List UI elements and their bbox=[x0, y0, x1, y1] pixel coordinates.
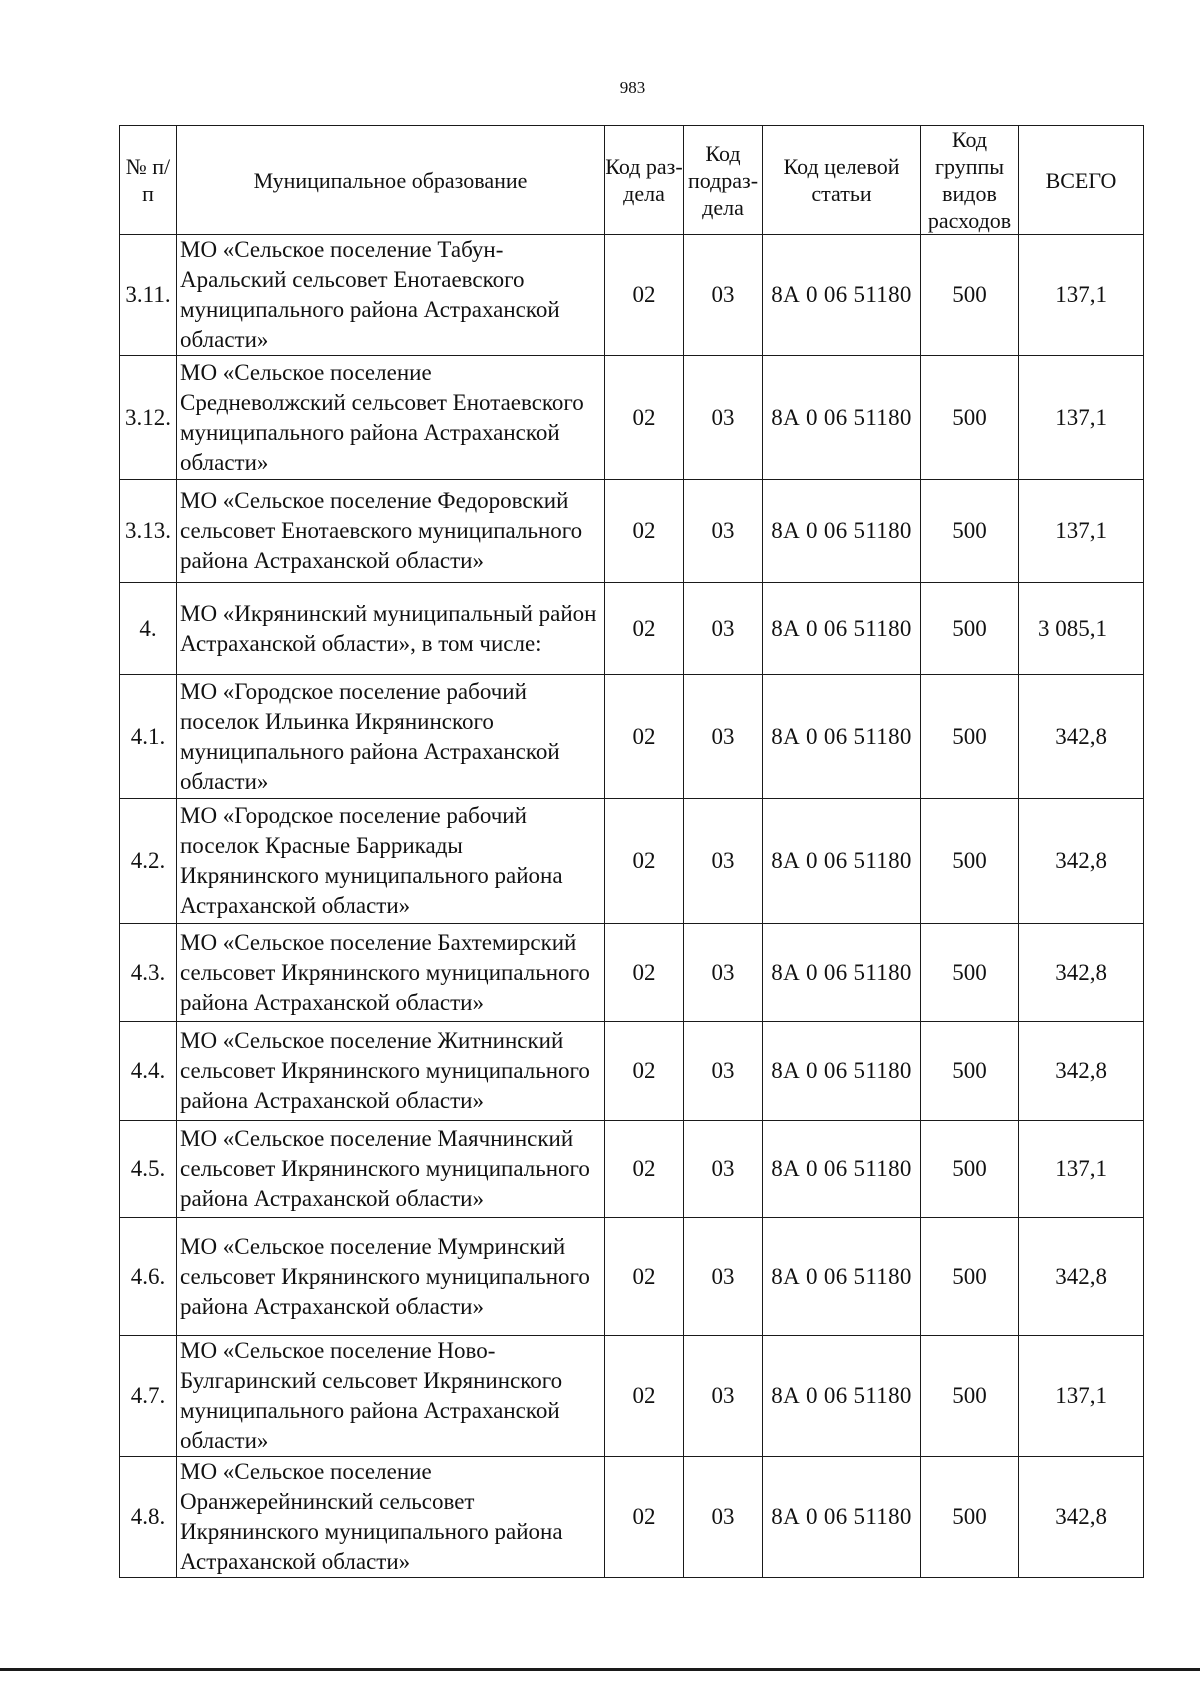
table-row bbox=[120, 1218, 1144, 1336]
table-header-row bbox=[120, 126, 1144, 235]
subsection-code: 03 bbox=[684, 799, 763, 924]
subsection-code: 03 bbox=[684, 1121, 763, 1218]
target-article-code: 8А 0 06 51180 bbox=[763, 924, 921, 1022]
subsection-code: 03 bbox=[684, 356, 763, 480]
header-target: Код целевой статьи bbox=[763, 126, 921, 235]
expense-group-code: 500 bbox=[921, 1022, 1019, 1121]
target-article-code: 8А 0 06 51180 bbox=[763, 1121, 921, 1218]
target-article-code: 8А 0 06 51180 bbox=[763, 583, 921, 675]
subsection-code: 03 bbox=[684, 1457, 763, 1578]
row-number: 3.13. bbox=[120, 480, 177, 583]
header-name: Муниципальное образование bbox=[177, 126, 605, 235]
expense-group-code: 500 bbox=[921, 799, 1019, 924]
target-article-code: 8А 0 06 51180 bbox=[763, 1218, 921, 1336]
table-row bbox=[120, 480, 1144, 583]
municipality-name: МО «Икрянинский муниципальный район Астраханской области», в том числе: bbox=[177, 583, 605, 675]
municipality-name: МО «Городское поселение рабочий поселок Красные Баррикады Икрянинского муниципального района Астраханской области» bbox=[177, 799, 605, 924]
total-amount: 137,1 bbox=[1019, 1121, 1144, 1218]
expense-group-code: 500 bbox=[921, 1218, 1019, 1336]
row-number: 4.7. bbox=[120, 1336, 177, 1457]
target-article-code: 8А 0 06 51180 bbox=[763, 799, 921, 924]
total-amount: 137,1 bbox=[1019, 356, 1144, 480]
header-num: № п/п bbox=[120, 126, 177, 235]
expense-group-code: 500 bbox=[921, 356, 1019, 480]
total-amount: 342,8 bbox=[1019, 1457, 1144, 1578]
table-row bbox=[120, 1121, 1144, 1218]
section-code: 02 bbox=[605, 799, 684, 924]
row-number: 3.12. bbox=[120, 356, 177, 480]
table-body bbox=[120, 235, 1144, 1578]
section-code: 02 bbox=[605, 1022, 684, 1121]
expense-group-code: 500 bbox=[921, 1121, 1019, 1218]
expense-group-code: 500 bbox=[921, 1336, 1019, 1457]
expense-group-code: 500 bbox=[921, 480, 1019, 583]
total-amount: 137,1 bbox=[1019, 235, 1144, 356]
section-code: 02 bbox=[605, 1336, 684, 1457]
header-expense-group: Код группы видов расходов bbox=[921, 126, 1019, 235]
row-number: 3.11. bbox=[120, 235, 177, 356]
page-number: 983 bbox=[619, 78, 646, 97]
table-row bbox=[120, 1022, 1144, 1121]
header-section: Код раз-дела bbox=[605, 126, 684, 235]
subsection-code: 03 bbox=[684, 235, 763, 356]
total-amount: 3 085,1 bbox=[1019, 583, 1144, 675]
municipality-name: МО «Городское поселение рабочий поселок Ильинка Икрянинского муниципального района Астраханской области» bbox=[177, 675, 605, 799]
municipality-name: МО «Сельское поселение Оранжерейнинский сельсовет Икрянинского муниципального района Астраханской области» bbox=[177, 1457, 605, 1578]
total-amount: 342,8 bbox=[1019, 675, 1144, 799]
table-row bbox=[120, 235, 1144, 356]
section-code: 02 bbox=[605, 480, 684, 583]
municipality-name: МО «Сельское поселение Средневолжский сельсовет Енотаевского муниципального района Астраханской области» bbox=[177, 356, 605, 480]
expense-group-code: 500 bbox=[921, 675, 1019, 799]
footer-divider bbox=[0, 1668, 1200, 1671]
section-code: 02 bbox=[605, 1121, 684, 1218]
municipality-name: МО «Сельское поселение Мумринский сельсовет Икрянинского муниципального района Астраханской области» bbox=[177, 1218, 605, 1336]
section-code: 02 bbox=[605, 1218, 684, 1336]
expense-group-code: 500 bbox=[921, 235, 1019, 356]
total-amount: 342,8 bbox=[1019, 1218, 1144, 1336]
target-article-code: 8А 0 06 51180 bbox=[763, 356, 921, 480]
subsection-code: 03 bbox=[684, 1218, 763, 1336]
target-article-code: 8А 0 06 51180 bbox=[763, 1457, 921, 1578]
total-amount: 342,8 bbox=[1019, 924, 1144, 1022]
subsection-code: 03 bbox=[684, 583, 763, 675]
row-number: 4.3. bbox=[120, 924, 177, 1022]
target-article-code: 8А 0 06 51180 bbox=[763, 1022, 921, 1121]
expense-group-code: 500 bbox=[921, 1457, 1019, 1578]
row-number: 4.6. bbox=[120, 1218, 177, 1336]
total-amount: 342,8 bbox=[1019, 1022, 1144, 1121]
target-article-code: 8А 0 06 51180 bbox=[763, 1336, 921, 1457]
section-code: 02 bbox=[605, 356, 684, 480]
header-total: ВСЕГО bbox=[1019, 126, 1144, 235]
subsection-code: 03 bbox=[684, 675, 763, 799]
expense-group-code: 500 bbox=[921, 583, 1019, 675]
row-number: 4.8. bbox=[120, 1457, 177, 1578]
subsection-code: 03 bbox=[684, 1022, 763, 1121]
budget-table bbox=[119, 125, 1144, 1578]
header-subsection: Код подраз-дела bbox=[684, 126, 763, 235]
target-article-code: 8А 0 06 51180 bbox=[763, 235, 921, 356]
table-row bbox=[120, 1336, 1144, 1457]
row-number: 4.1. bbox=[120, 675, 177, 799]
section-code: 02 bbox=[605, 1457, 684, 1578]
expense-group-code: 500 bbox=[921, 924, 1019, 1022]
total-amount: 137,1 bbox=[1019, 1336, 1144, 1457]
table-row bbox=[120, 356, 1144, 480]
section-code: 02 bbox=[605, 583, 684, 675]
section-code: 02 bbox=[605, 924, 684, 1022]
section-code: 02 bbox=[605, 235, 684, 356]
subsection-code: 03 bbox=[684, 924, 763, 1022]
row-number: 4.4. bbox=[120, 1022, 177, 1121]
table-row bbox=[120, 675, 1144, 799]
table-row bbox=[120, 799, 1144, 924]
total-amount: 342,8 bbox=[1019, 799, 1144, 924]
row-number: 4.5. bbox=[120, 1121, 177, 1218]
section-code: 02 bbox=[605, 675, 684, 799]
municipality-name: МО «Сельское поселение Маячнинский сельсовет Икрянинского муниципального района Астраханской области» bbox=[177, 1121, 605, 1218]
municipality-name: МО «Сельское поселение Федоровский сельсовет Енотаевского муниципального района Астраханской области» bbox=[177, 480, 605, 583]
target-article-code: 8А 0 06 51180 bbox=[763, 480, 921, 583]
municipality-name: МО «Сельское поселение Ново-Булгаринский сельсовет Икрянинского муниципального района Астраханской области» bbox=[177, 1336, 605, 1457]
target-article-code: 8А 0 06 51180 bbox=[763, 675, 921, 799]
table-row bbox=[120, 583, 1144, 675]
row-number: 4. bbox=[120, 583, 177, 675]
municipality-name: МО «Сельское поселение Бахтемирский сельсовет Икрянинского муниципального района Астраханской области» bbox=[177, 924, 605, 1022]
row-number: 4.2. bbox=[120, 799, 177, 924]
total-amount: 137,1 bbox=[1019, 480, 1144, 583]
subsection-code: 03 bbox=[684, 480, 763, 583]
municipality-name: МО «Сельское поселение Табун-Аральский сельсовет Енотаевского муниципального района Астраханской области» bbox=[177, 235, 605, 356]
municipality-name: МО «Сельское поселение Житнинский сельсовет Икрянинского муниципального района Астраханской области» bbox=[177, 1022, 605, 1121]
subsection-code: 03 bbox=[684, 1336, 763, 1457]
table-row bbox=[120, 924, 1144, 1022]
table-row bbox=[120, 1457, 1144, 1578]
